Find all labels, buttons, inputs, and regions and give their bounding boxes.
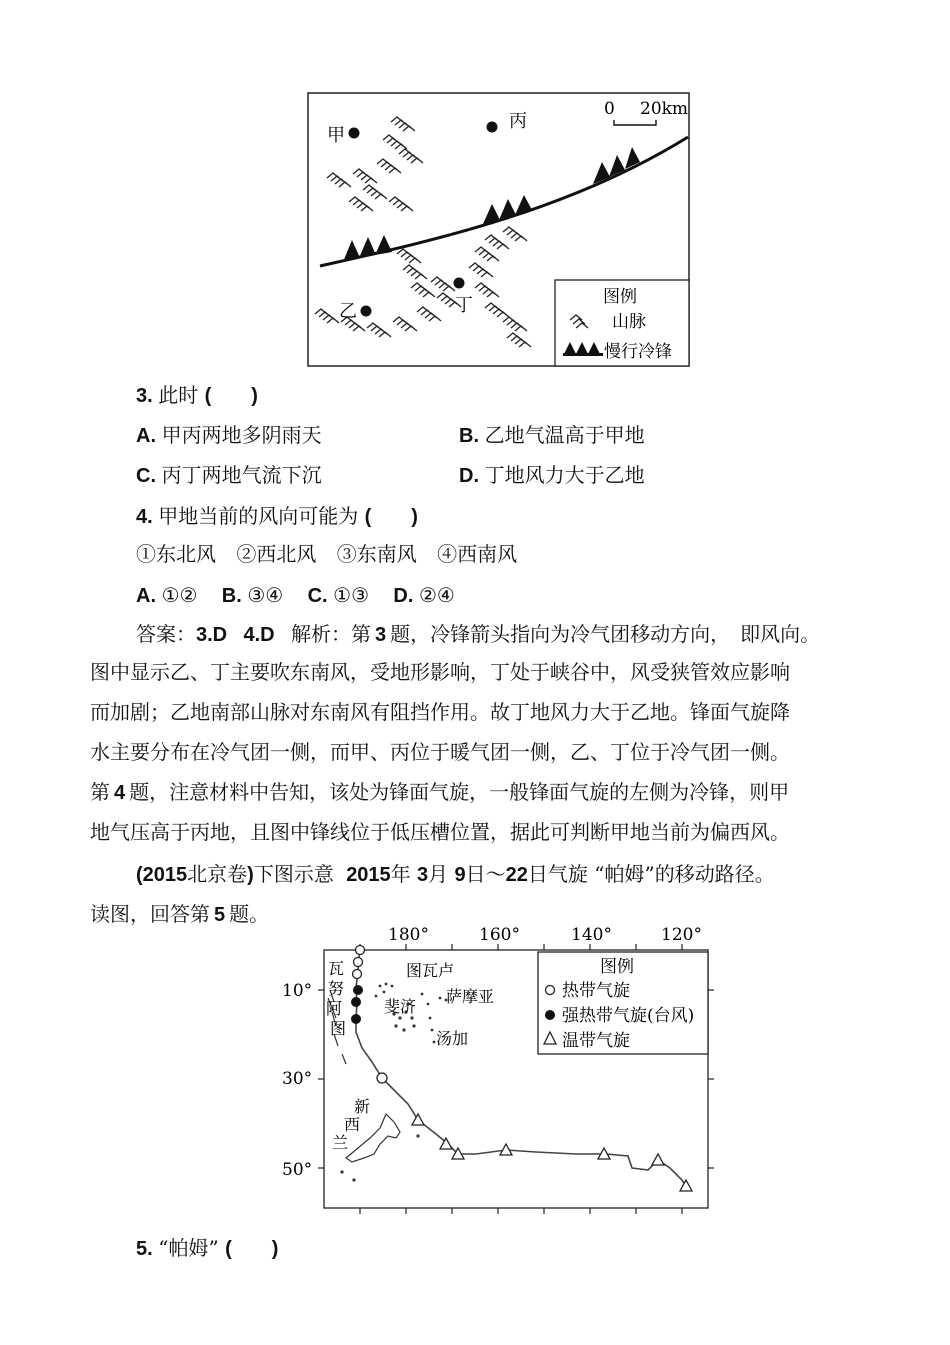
svg-text:20km: 20km bbox=[640, 99, 689, 119]
q4-option-a[interactable]: A. ①② bbox=[136, 583, 198, 607]
question-4: 4. 甲地当前的风向可能为 ( ) bbox=[136, 504, 418, 528]
svg-text:西: 西 bbox=[344, 1115, 361, 1134]
q4-options bbox=[136, 583, 455, 608]
legend-map2 bbox=[538, 952, 708, 1054]
label-jia: 甲 bbox=[327, 125, 345, 146]
svg-text:新: 新 bbox=[354, 1097, 371, 1116]
svg-text:0: 0 bbox=[604, 99, 615, 119]
svg-text:热带气旋: 热带气旋 bbox=[562, 981, 630, 1001]
svg-text:30°: 30° bbox=[282, 1069, 313, 1089]
q4-choice-4: ④西南风 bbox=[437, 542, 518, 566]
cyclone-pam-track-map bbox=[276, 922, 716, 1222]
point-ding bbox=[454, 278, 465, 289]
strong-legend-icon bbox=[545, 1010, 555, 1020]
legend-map1 bbox=[555, 280, 689, 366]
svg-text:180°: 180° bbox=[388, 925, 429, 945]
latitude-labels bbox=[282, 981, 312, 1180]
label-fiji: 斐济 bbox=[384, 997, 417, 1016]
svg-text:慢行冷锋: 慢行冷锋 bbox=[604, 342, 672, 362]
cold-front-map bbox=[307, 92, 693, 370]
longitude-labels bbox=[388, 925, 702, 945]
answer-line-6: 地气压高于丙地，且图中锋线位于低压槽位置，据此可判断甲地当前为偏西风。 bbox=[90, 820, 790, 844]
q4-choices bbox=[136, 542, 517, 566]
svg-text:山脉: 山脉 bbox=[612, 312, 646, 332]
point-yi bbox=[361, 306, 372, 317]
svg-text:图例: 图例 bbox=[600, 957, 634, 977]
label-yi: 乙 bbox=[339, 301, 357, 322]
svg-text:兰: 兰 bbox=[332, 1133, 349, 1152]
label-ding: 丁 bbox=[455, 295, 473, 316]
q4-option-c[interactable]: C. ①③ bbox=[307, 583, 370, 607]
answer-line-3: 而加剧；乙地南部山脉对东南风有阻挡作用。故丁地风力大于乙地。锋面气旋降 bbox=[90, 700, 790, 724]
label-tuvalu: 图瓦卢 bbox=[406, 961, 455, 980]
q4-choice-3: ③东南风 bbox=[336, 542, 417, 566]
question-3: 3. 此时 ( ) bbox=[136, 383, 258, 407]
q4-option-b[interactable]: B. ③④ bbox=[221, 583, 284, 607]
answer-line-5: 第 4 题，注意材料中告知，该处为锋面气旋，一般锋面气旋的左侧为冷锋，则甲 bbox=[90, 780, 790, 804]
svg-text:强热带气旋(台风): 强热带气旋(台风) bbox=[562, 1006, 695, 1026]
point-jia bbox=[349, 128, 360, 139]
q4-choice-2: ②西北风 bbox=[236, 542, 317, 566]
svg-text:瓦: 瓦 bbox=[328, 959, 345, 978]
svg-text:温带气旋: 温带气旋 bbox=[562, 1031, 630, 1051]
svg-text:图例: 图例 bbox=[603, 287, 637, 307]
answer-line-4: 水主要分布在冷气团一侧，而甲、丙位于暖气团一侧，乙、丁位于冷气团一侧。 bbox=[90, 740, 790, 764]
bottom-ticks bbox=[360, 1208, 682, 1214]
label-tonga: 汤加 bbox=[436, 1029, 469, 1048]
q3-option-a[interactable]: A. 甲丙两地多阴雨天 bbox=[136, 423, 322, 447]
tropical-legend-icon bbox=[546, 986, 555, 995]
svg-text:10°: 10° bbox=[282, 981, 313, 1001]
intro-line-1: (2015北京卷)下图示意 2015年 3月 9日～22日气旋 “帕姆”的移动路径。 bbox=[136, 862, 775, 886]
point-bing bbox=[487, 122, 498, 133]
answer-line-1: 答案：3.D 4.D 解析：第 3 题，冷锋箭头指向为冷气团移动方向， 即风向。 bbox=[136, 622, 821, 646]
svg-text:50°: 50° bbox=[282, 1160, 313, 1180]
q4-option-d[interactable]: D. ②④ bbox=[393, 583, 455, 607]
svg-text:140°: 140° bbox=[571, 925, 612, 945]
q3-option-b[interactable]: B. 乙地气温高于甲地 bbox=[459, 423, 645, 447]
q3-option-d[interactable]: D. 丁地风力大于乙地 bbox=[459, 463, 645, 487]
svg-text:努: 努 bbox=[328, 979, 345, 998]
svg-text:阿: 阿 bbox=[326, 999, 343, 1018]
svg-text:120°: 120° bbox=[661, 925, 702, 945]
svg-text:160°: 160° bbox=[479, 925, 520, 945]
q3-option-c[interactable]: C. 丙丁两地气流下沉 bbox=[136, 463, 322, 487]
answer-line-2: 图中显示乙、丁主要吹东南风，受地形影响，丁处于峡谷中，风受狭管效应影响 bbox=[90, 660, 790, 684]
question-5: 5. “帕姆” ( ) bbox=[136, 1236, 279, 1260]
label-samoa: 萨摩亚 bbox=[446, 987, 495, 1006]
svg-text:图: 图 bbox=[330, 1019, 347, 1038]
intro-line-2: 读图，回答第 5 题。 bbox=[90, 902, 270, 926]
label-bing: 丙 bbox=[509, 111, 527, 132]
q4-choice-1: ①东北风 bbox=[136, 542, 216, 566]
